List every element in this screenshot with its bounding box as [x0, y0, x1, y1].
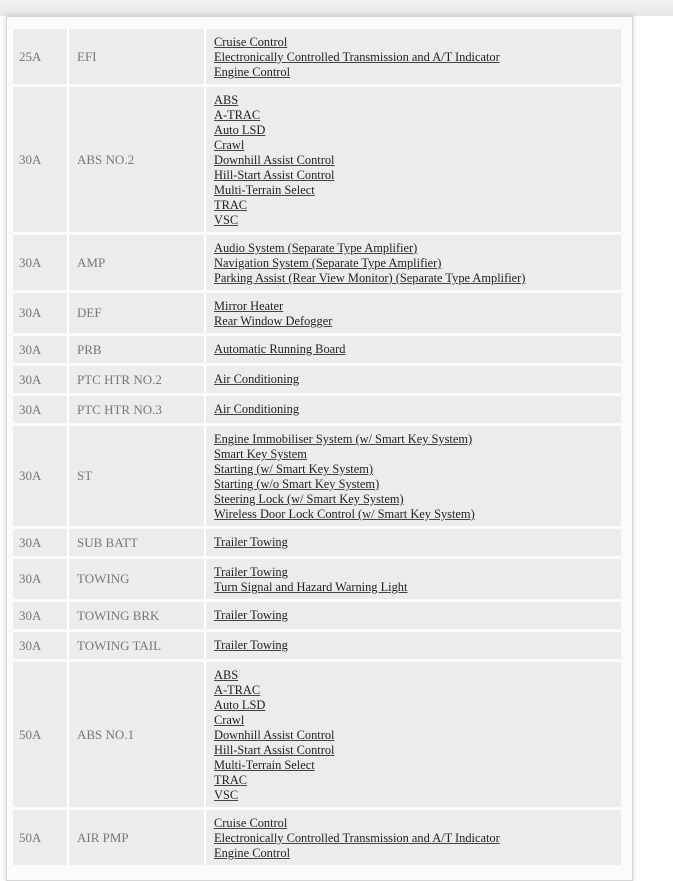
circuit-link[interactable]: Multi-Terrain Select — [214, 758, 315, 772]
fuse-amperage: 30A — [13, 87, 69, 232]
fuse-circuits — [206, 87, 621, 232]
circuit-link[interactable]: Trailer Towing — [214, 535, 288, 549]
circuit-link[interactable]: Cruise Control — [214, 35, 288, 49]
fuse-circuits — [206, 810, 621, 865]
circuit-link[interactable]: A-TRAC — [214, 683, 261, 697]
circuit-link[interactable]: Downhill Assist Control — [214, 728, 335, 742]
circuit-link[interactable]: Starting (w/o Smart Key System) — [214, 477, 380, 491]
circuit-link[interactable]: Turn Signal and Hazard Warning Light — [214, 580, 408, 594]
fuse-amperage: 30A — [13, 602, 69, 629]
circuit-link[interactable]: Cruise Control — [214, 816, 288, 830]
fuse-name: DEF — [69, 293, 206, 333]
circuit-link[interactable]: Engine Control — [214, 846, 291, 860]
fuse-circuits — [206, 632, 621, 659]
fuse-row — [13, 235, 621, 290]
circuit-link[interactable]: ABS — [214, 668, 239, 682]
fuse-circuits — [206, 662, 621, 807]
circuit-link[interactable]: Trailer Towing — [214, 565, 288, 579]
fuse-row — [13, 293, 621, 333]
circuit-link[interactable]: Starting (w/ Smart Key System) — [214, 462, 373, 476]
fuse-table-body — [13, 29, 621, 865]
fuse-name: AIR PMP — [69, 810, 206, 865]
fuse-name: TOWING — [69, 559, 206, 599]
fuse-amperage: 50A — [13, 662, 69, 807]
fuse-row — [13, 810, 621, 865]
circuit-link[interactable]: Wireless Door Lock Control (w/ Smart Key System) — [214, 507, 475, 521]
circuit-link[interactable]: Mirror Heater — [214, 299, 284, 313]
fuse-amperage: 25A — [13, 29, 69, 84]
fuse-row — [13, 87, 621, 232]
fuse-name: SUB BATT — [69, 529, 206, 556]
fuse-circuits — [206, 529, 621, 556]
fuse-circuits — [206, 366, 621, 393]
circuit-link[interactable]: Multi-Terrain Select — [214, 183, 315, 197]
circuit-link[interactable]: Rear Window Defogger — [214, 314, 333, 328]
fuse-circuits — [206, 396, 621, 423]
fuse-name: AMP — [69, 235, 206, 290]
fuse-row — [13, 632, 621, 659]
fuse-circuits — [206, 336, 621, 363]
fuse-row — [13, 336, 621, 363]
fuse-row — [13, 426, 621, 526]
fuse-amperage: 30A — [13, 396, 69, 423]
circuit-link[interactable]: Trailer Towing — [214, 638, 288, 652]
fuse-row — [13, 396, 621, 423]
fuse-amperage: 30A — [13, 366, 69, 393]
fuse-row — [13, 559, 621, 599]
circuit-link[interactable]: Crawl — [214, 713, 245, 727]
fuse-amperage: 30A — [13, 632, 69, 659]
circuit-link[interactable]: Hill-Start Assist Control — [214, 168, 335, 182]
circuit-link[interactable]: Steering Lock (w/ Smart Key System) — [214, 492, 404, 506]
circuit-link[interactable]: Air Conditioning — [214, 402, 300, 416]
circuit-link[interactable]: Engine Control — [214, 65, 291, 79]
fuse-circuits — [206, 29, 621, 84]
circuit-link[interactable]: Automatic Running Board — [214, 342, 346, 356]
circuit-link[interactable]: TRAC — [214, 773, 248, 787]
circuit-link[interactable]: Hill-Start Assist Control — [214, 743, 335, 757]
fuse-amperage: 30A — [13, 336, 69, 363]
fuse-amperage: 50A — [13, 810, 69, 865]
circuit-link[interactable]: Downhill Assist Control — [214, 153, 335, 167]
fuse-name: PRB — [69, 336, 206, 363]
window-top-bar — [0, 0, 673, 16]
fuse-amperage: 30A — [13, 529, 69, 556]
circuit-link[interactable]: Trailer Towing — [214, 608, 288, 622]
fuse-name: EFI — [69, 29, 206, 84]
fuse-row — [13, 29, 621, 84]
fuse-name: TOWING TAIL — [69, 632, 206, 659]
fuse-amperage: 30A — [13, 426, 69, 526]
fuse-circuits — [206, 559, 621, 599]
fuse-circuits — [206, 602, 621, 629]
fuse-name: PTC HTR NO.2 — [69, 366, 206, 393]
fuse-table — [13, 26, 621, 868]
circuit-link[interactable]: Electronically Controlled Transmission and A/T Indicator — [214, 831, 500, 845]
circuit-link[interactable]: VSC — [214, 788, 239, 802]
fuse-amperage: 30A — [13, 235, 69, 290]
circuit-link[interactable]: Auto LSD — [214, 698, 266, 712]
circuit-link[interactable]: Crawl — [214, 138, 245, 152]
circuit-link[interactable]: Auto LSD — [214, 123, 266, 137]
circuit-link[interactable]: VSC — [214, 213, 239, 227]
fuse-name: ST — [69, 426, 206, 526]
fuse-name: ABS NO.1 — [69, 662, 206, 807]
circuit-link[interactable]: Smart Key System — [214, 447, 307, 461]
circuit-link[interactable]: Parking Assist (Rear View Monitor) (Separate Type Amplifier) — [214, 271, 526, 285]
fuse-name: ABS NO.2 — [69, 87, 206, 232]
fuse-row — [13, 366, 621, 393]
circuit-link[interactable]: Audio System (Separate Type Amplifier) — [214, 241, 418, 255]
fuse-circuits — [206, 426, 621, 526]
fuse-row — [13, 602, 621, 629]
fuse-row — [13, 529, 621, 556]
circuit-link[interactable]: Air Conditioning — [214, 372, 300, 386]
fuse-name: PTC HTR NO.3 — [69, 396, 206, 423]
circuit-link[interactable]: ABS — [214, 93, 239, 107]
circuit-link[interactable]: Engine Immobiliser System (w/ Smart Key System) — [214, 432, 473, 446]
fuse-row — [13, 662, 621, 807]
fuse-circuits — [206, 235, 621, 290]
circuit-link[interactable]: Electronically Controlled Transmission and A/T Indicator — [214, 50, 500, 64]
fuse-circuits — [206, 293, 621, 333]
fuse-amperage: 30A — [13, 293, 69, 333]
circuit-link[interactable]: TRAC — [214, 198, 248, 212]
fuse-amperage: 30A — [13, 559, 69, 599]
circuit-link[interactable]: A-TRAC — [214, 108, 261, 122]
fuse-name: TOWING BRK — [69, 602, 206, 629]
circuit-link[interactable]: Navigation System (Separate Type Amplifier) — [214, 256, 442, 270]
